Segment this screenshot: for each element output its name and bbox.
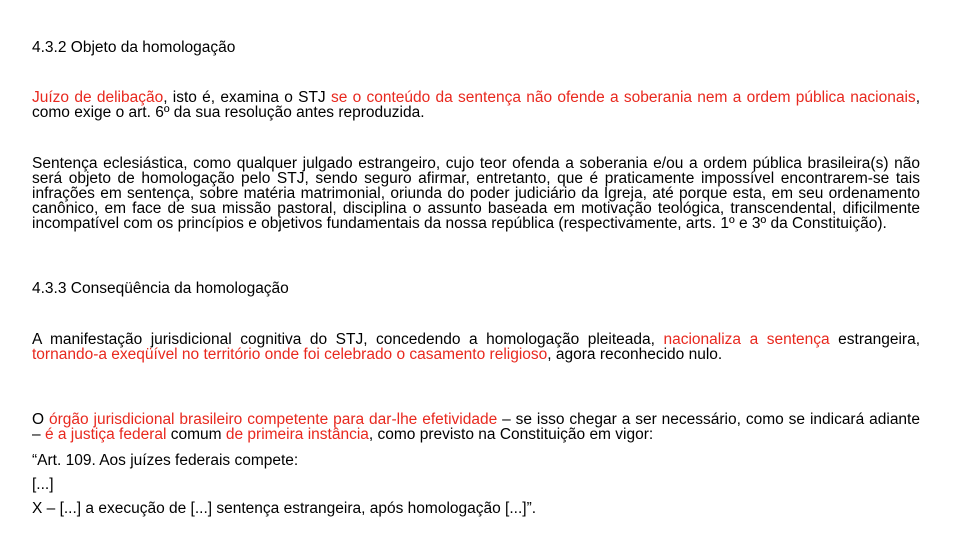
paragraph-orgao-jurisdicional	[32, 412, 920, 442]
highlight-exequivel: tornando-a exeqüível no território onde foi celebrado o casamento religioso	[32, 346, 548, 363]
quote-line-inciso-x: X – [...] a execução de [...] sentença estrangeira, após homologação [...]”.	[32, 500, 537, 517]
text-segment: estrangeira,	[829, 331, 920, 348]
text-segment: comum	[166, 426, 226, 443]
section-heading-consequencia: 4.3.3 Conseqüência da homologação	[32, 280, 289, 297]
text-segment: A manifestação jurisdicional cognitiva do STJ, concedendo a homologação pleiteada,	[32, 331, 664, 348]
highlight-nacionaliza: nacionaliza a sentença	[663, 331, 830, 348]
text-segment: – se isso chegar a ser necessário, como se indicará adiante –	[32, 411, 920, 443]
highlight-justica-federal: é a justiça federal	[44, 426, 167, 443]
quote-line-art-109: “Art. 109. Aos juízes federais compete:	[32, 452, 299, 469]
paragraph-manifestacao	[32, 332, 920, 362]
section-heading-objeto: 4.3.2 Objeto da homologação	[32, 39, 236, 56]
text-segment: , agora reconhecido nulo.	[547, 346, 723, 363]
paragraph-juizo-delibacao	[32, 90, 920, 120]
text-segment: O	[32, 411, 49, 428]
text-segment: , isto é, examina o STJ	[163, 89, 331, 106]
text-segment: , como previsto na Constituição em vigor:	[368, 426, 654, 443]
highlight-soberania: se o conteúdo da sentença não ofende a soberania nem a ordem pública nacionais	[330, 89, 916, 106]
highlight-primeira-instancia: de primeira instância	[225, 426, 369, 443]
text-segment: , como exige o art. 6º da sua resolução antes reproduzida.	[32, 89, 920, 121]
paragraph-sentenca-eclesiastica: Sentença eclesiástica, como qualquer julgado estrangeiro, cujo teor ofenda a soberania e/ou a ordem pública brasileira(s) não será objeto de homologação pelo STJ, sendo seguro afirmar, entretanto, que é praticamente impossível encontrarem-se tais infrações em sentença, sobre matéria matrimonial, oriunda do poder judiciário da Igreja, até porque esta, em seu ordenamento canônico, em face de sua missão pastoral, disciplina o assunto baseada em motivação teológica, transcendental, dificilmente incompatível com os princípios e objetivos fundamentais da nossa república (respectivamente, arts. 1º e 3º da Constituição).	[32, 155, 920, 232]
legal-quote	[32, 452, 920, 518]
quote-line-ellipsis: [...]	[32, 476, 54, 493]
highlight-orgao: órgão jurisdicional brasileiro competente para dar-lhe efetividade	[48, 411, 498, 428]
highlight-juizo-delibacao: Juízo de delibação	[32, 89, 164, 106]
